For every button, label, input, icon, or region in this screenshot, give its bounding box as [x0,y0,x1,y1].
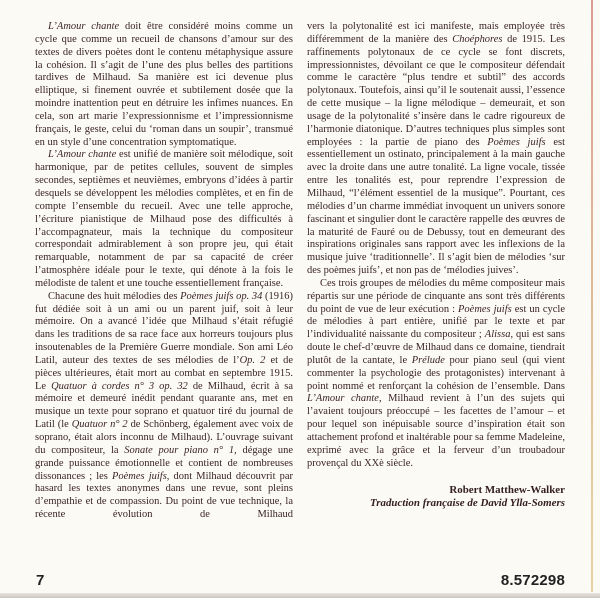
italic-title-text: L’Amour chante [48,149,117,161]
paragraph [307,21,565,278]
two-column-text [35,21,565,567]
body-text: et de pièces ultérieures, était mort au combat en septembre 1915. Le [35,354,293,392]
paragraph [35,149,293,290]
italic-title-text: L’Amour chante [48,21,120,32]
body-text: pour piano seul (qui vient commenter la psychologie des protagonistes) intervenant à point nommé et renforçant la cohésion de l’ensemble. Dans [307,354,565,392]
italic-title-text: Choéphores [452,33,503,45]
italic-title-text: Poèmes juifs [458,303,512,315]
body-text: est unifié de manière soit mélodique, soit harmonique, par de petites cellules, souvent de simples secondes, septièmes et neuvièmes, embryons d’idées à partir desquels se développent les mélodies complètes, et en fin de compte l’ensemble du recueil. Avec une telle approche, l’écriture pianistique de Milhaud pose des difficultés à l’accompagnateur, mais la technique du compositeur correspondait admirablement à son propre jeu, qui était remarquable, notamment de par sa capacité de créer l’atmosphère idéale pour le texte, qui dénote à la fois le mélodiste de talent et une touche essentiellement française. [35,149,293,289]
body-text: Chacune des huit mélodies des [48,290,181,302]
body-text: de Schönberg, également avec voix de soprano, était alors inconnu de Milhaud). L’ouvrage suivant du compositeur, la [35,419,294,456]
body-text: , qui est sans doute le chef-d’œuvre de Milhaud dans ce domaine, tiendrait plutôt de la cantate, le [307,329,565,366]
italic-title-text: Quatuor à cordes n° 3 op. 32 [51,380,188,392]
body-text: vers la polytonalité est ici manifeste, mais employée très différemment de la manière des [307,21,565,45]
body-text: Ces trois groupes de mélodies du même compositeur mais répartis sur une période de cinquante ans sont très différents du point de vue de leur exécution : [307,277,565,315]
italic-title-text: Prélude [411,354,445,366]
body-text: est un cycle de mélodies à part entière, unifié par le texte et par l’individualité naissante du compositeur ; [307,303,565,341]
paragraph [307,278,565,471]
body-text: , dégage une grande puissance émotionnelle et contient de nombreuses dissonances ; les [35,444,293,482]
body-text: doit être considéré moins comme un cycle que comme un recueil de chansons d’amour sur des textes de divers poètes dont le contenu métaphysique assure la cohésion. Il s’agit de l’une des plus belles des partitions tardives de Milhaud. Sa manière est ici devenue plus elliptique, si finement ouvrée et subtilement dosée que la moindre inattention peut en détruire les infimes nuances. En cela, son art marie l’expressionnisme et l’impressionnisme français, le geste, celui du ‘roman dans un soupir’, transmué en un style d’une concentration symptomatique. [35,21,293,148]
signature-block [307,484,565,510]
italic-title-text: Poèmes juifs op. 34 [180,290,263,302]
italic-title-text: Quatuor n° 2 [71,419,128,431]
italic-title-text: Sonate pour piano n° 1 [124,444,235,456]
body-text: de Milhaud, écrit à sa mémoire et demeuré inédit pendant quarante ans, met en musique un texte pour soprano et quatuor tiré du journal de Latil (le [35,380,293,431]
italic-title-text: Poèmes juifs [487,136,546,148]
author-credit: Robert Matthew-Walker [449,483,565,496]
body-text: est essentiellement un ostinato, principalement à la main gauche avec la droite dans une autre tonalité. La ligne vocale, tissée entre les tonalités est, pour reprendre l’expression de Milhaud, “l’élément essentiel de la musique”. Pourtant, ces mélodies d’un charme immédiat invoquent un univers sonore fascinant et singulier dont le caractère rappelle des œuvres de la maturité de Fauré ou de Debussy, tout en demeurant des inspirations originales sans rapport avec les inflexions de la musique juive ‘traditionnelle’. Il s’agit bien de mélodies ‘sur des poèmes juifs’, et non pas de ‘mélodies juives’. [307,136,565,277]
scan-edge-artifact [591,0,593,592]
page-bottom-edge [0,593,600,598]
italic-title-text: Alissa [484,329,511,341]
right-column [307,21,565,567]
left-column [35,21,293,567]
italic-title-text: L’Amour chante [307,393,379,405]
paragraph [35,291,293,522]
catalog-number: 8.572298 [500,572,565,589]
translation-credit: Traduction française de David Ylla-Somers [369,496,565,509]
italic-title-text: Op. 2 [239,354,266,366]
paragraph [35,21,293,149]
body-text: de 1915. Les raffinements polytonaux de ce cycle se font discrets, impressionnistes, dévoilant ce que le compositeur défendait comme le caractère “plus tendre et subtil” des accords polytonaux. Toutefois, ainsi qu’il le soutenait aussi, l’essence de cette musique – la ligne mélodique – demeurait, et son usage de la polytonalité s’insère dans le cadre rigoureux de l’harmonie diatonique. D’autres techniques plus simples sont employées : la partie de piano des [307,33,565,148]
page-footer [36,572,565,589]
italic-title-text: Poèmes juifs [112,470,167,482]
body-text: (1916) fut dédiée soit à un ami ou un parent juif, soit à leur mémoire. On a avancé l’idée que Milhaud s’était réfugié dans les traditions de sa race face aux horreurs toujours plus insoutenables de la Première Guerre mondiale. Son ami Léo Latil, auteur des textes de ses mélodies de l’ [35,290,293,366]
right-column-paragraphs [307,21,565,471]
page-number: 7 [36,572,45,589]
body-text: , Milhaud revient à l’un des sujets qui l’avaient toujours préoccupé – les facettes de l’amour – et pour lequel son inépuisable source d’inspiration était son attachement profond et inaltérable pour sa femme Madeleine, exprimé avec la grâce et la ferveur d’un troubadour provençal du XXè siècle. [307,393,565,469]
body-text: , dont Milhaud découvrit par hasard les textes anonymes dans une revue, sont pleins d’empathie et de compassion. Du point de vue technique, la récente évolution de Milhaud [35,470,293,521]
